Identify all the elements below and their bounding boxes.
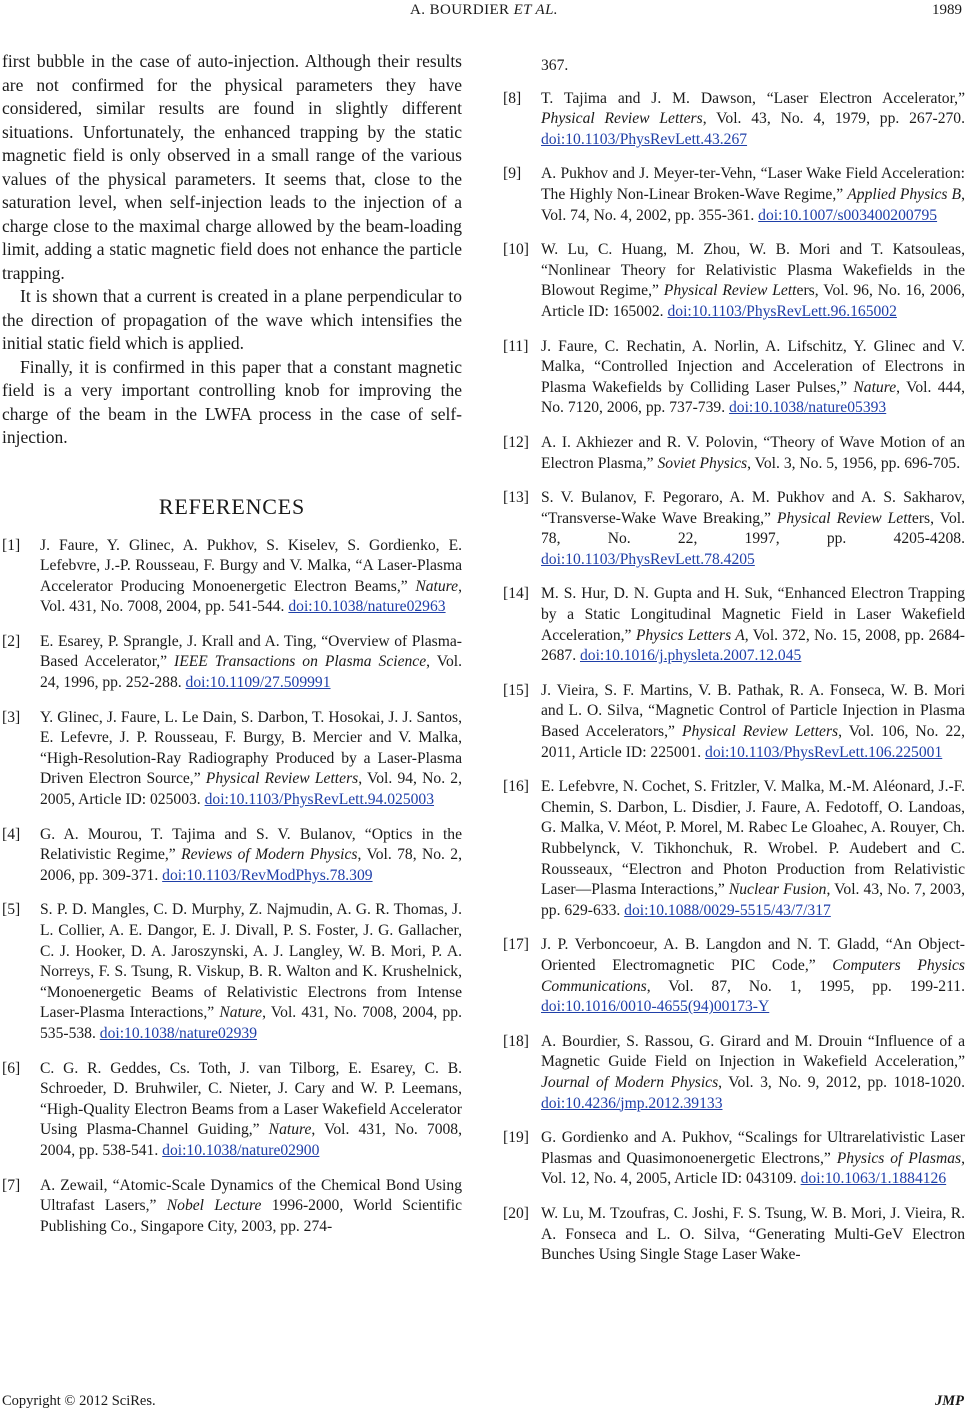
reference-journal: Physical Review Lett bbox=[663, 282, 797, 300]
reference-number: [12] bbox=[503, 433, 529, 451]
reference-text: J. Faure, Y. Glinec, A. Pukhov, S. Kiselev, S. Gordienko, E. Lefebvre, J.-P. Rousseau, F. Burgy and V. Malka, “A Laser-Plasma Accelerator Producing Monoenergetic Electron Beams,” bbox=[40, 536, 462, 595]
reference-text: G. Gordienko and A. Pukhov, “Scalings for Ultrarelativistic Laser Plasmas and Quasimonoenergetic Electrons,” bbox=[541, 1129, 965, 1167]
reference-item bbox=[503, 1032, 965, 1114]
reference-details: ers, Vol. 78, No. 22, 1997, pp. 4205-4208. bbox=[541, 509, 965, 548]
reference-journal: Physical Review Lett bbox=[776, 509, 912, 527]
reference-item bbox=[503, 1128, 965, 1190]
reference-item bbox=[503, 240, 965, 322]
reference-text: M. S. Hur, D. N. Gupta and H. Suk, “Enhanced Electron Trapping by a Static Longitudinal Magnetic Field in Laser Wakefield Acceleration,” bbox=[541, 585, 965, 644]
doi-link[interactable]: doi:10.1063/1.1884126 bbox=[800, 1170, 947, 1188]
reference-item bbox=[503, 488, 965, 570]
doi-link[interactable]: doi:10.4236/jmp.2012.39133 bbox=[541, 1094, 723, 1112]
reference-text: A. Pukhov and J. Meyer-ter-Vehn, “Laser Wake Field Acceleration: The Highly Non-Linear Broken-Wave Regime,” bbox=[541, 165, 965, 203]
doi-link[interactable]: doi:10.1103/PhysRevLett.96.165002 bbox=[667, 302, 897, 320]
reference-number: [3] bbox=[2, 708, 21, 726]
reference-details: , Vol. 431, No. 7008, 2004, pp. 535-538. bbox=[40, 1004, 462, 1042]
body-paragraph-3: Finally, it is confirmed in this paper that a constant magnetic field is a very important controlling knob for improving the charge of the beam in the LWFA process in the case of self-injection. bbox=[2, 356, 462, 447]
reference-number: [9] bbox=[503, 165, 522, 183]
doi-link[interactable]: doi:10.1016/j.physleta.2007.12.045 bbox=[579, 647, 802, 665]
reference-text: A. Bourdier, S. Rassou, G. Girard and M. Drouin “Influence of a Magnetic Guide Field on Injection in Wakefield Acceleration,” bbox=[541, 1032, 965, 1071]
doi-link[interactable]: doi:10.1038/nature02900 bbox=[162, 1141, 320, 1159]
body-paragraph-1: first bubble in the case of auto-injection. Although their results are not confirmed for the physical parameters they have considered, similar results are found in slightly different situations. Unfortunately, the enhanced trapping by the static magnetic field is only observed in a small range of the various values of the physical parameters. It seems that, close to the saturation level, when self-injection leads to the injection of a charge close to the maximal charge allowed by the beam-loading limit, adding a static magnetic field does not enhance the particle trapping. bbox=[2, 51, 462, 283]
left-column bbox=[2, 50, 462, 1251]
reference-journal: Nature bbox=[268, 1121, 312, 1139]
reference-text: T. Tajima and J. M. Dawson, “Laser Electron Accelerator,” bbox=[541, 89, 965, 107]
reference-number: [18] bbox=[503, 1032, 529, 1050]
doi-link[interactable]: doi:10.1103/PhysRevLett.43.267 bbox=[541, 130, 748, 148]
doi-link[interactable]: doi:10.1016/0010-4655(94)00173-Y bbox=[541, 998, 770, 1016]
reference-number: [6] bbox=[2, 1059, 21, 1077]
reference-item bbox=[503, 89, 965, 151]
reference-text: A. Zewail, “Atomic-Scale Dynamics of the Chemical Bond Using Ultrafast Lasers,” bbox=[40, 1176, 462, 1215]
reference-item bbox=[2, 632, 462, 694]
journal-abbrev: JMP bbox=[935, 1393, 964, 1409]
reference-text: S. P. D. Mangles, C. D. Murphy, Z. Najmudin, A. G. R. Thomas, J. L. Collier, A. E. Dangor, E. J. Divall, P. S. Foster, J. G. Gallacher, C. J. Hooker, D. A. Jaroszynski, A. J. Langley, W. B. Mori, P. A. Norreys, F. S. Tsung, R. Viskup, B. R. Walton and K. Krushelnick, “Monoenergetic Beams of Relativistic Electrons from Intense Laser-Plasma Interactions,” bbox=[40, 901, 462, 1022]
reference-details: , Vol. 3, No. 9, 2012, pp. 1018-1020. bbox=[718, 1073, 966, 1091]
reference-list-right bbox=[503, 89, 965, 1266]
reference-details: , Vol. 87, No. 1, 1995, pp. 199-211. bbox=[646, 977, 965, 995]
reference-journal: Computers Physics Communications bbox=[541, 956, 965, 995]
right-column bbox=[503, 56, 965, 1280]
reference-item bbox=[2, 1059, 462, 1162]
reference-text: W. Lu, M. Tzoufras, C. Joshi, F. S. Tsung, W. B. Mori, J. Vieira, R. A. Fonseca and L. O. Silva, “Generating Multi-GeV Electron Bunches Using Single Stage Laser Wake- bbox=[541, 1204, 965, 1264]
reference-item bbox=[2, 900, 462, 1044]
reference-text: J. P. Verboncoeur, A. B. Langdon and N. T. Gladd, “An Object-Oriented Electromagnetic PIC Code,” bbox=[541, 936, 965, 974]
reference-journal: Soviet Physics bbox=[657, 454, 748, 472]
reference-text: W. Lu, C. Huang, M. Zhou, W. B. Mori and T. Katsouleas, “Nonlinear Theory for Relativistic Plasma Wakefields in the Blowout Regime,” bbox=[541, 241, 965, 300]
doi-link[interactable]: doi:10.1038/nature02939 bbox=[99, 1024, 257, 1042]
reference-journal: Physical Review Letters bbox=[205, 770, 359, 788]
reference-number: [16] bbox=[503, 778, 529, 796]
reference-details: , Vol. 78, No. 2, 2006, pp. 309-371. bbox=[40, 846, 463, 884]
reference-number: [1] bbox=[2, 536, 21, 554]
reference-number: [4] bbox=[2, 825, 21, 843]
reference-details: , Vol. 431, No. 7008, 2004, pp. 538-541. bbox=[40, 1121, 463, 1159]
reference-number: [13] bbox=[503, 489, 529, 507]
reference-journal: Physical Review Letters bbox=[681, 723, 839, 741]
reference-number: [20] bbox=[503, 1204, 529, 1222]
reference-journal: IEEE Transactions on Plasma Science bbox=[174, 653, 427, 671]
doi-link[interactable]: doi:10.1109/27.509991 bbox=[185, 674, 331, 692]
running-header bbox=[0, 0, 968, 30]
reference-journal: Physics of Plasmas bbox=[836, 1149, 962, 1167]
running-title bbox=[0, 2, 968, 19]
reference-text: J. Faure, C. Rechatin, A. Norlin, A. Lifschitz, Y. Glinec and V. Malka, “Controlled Injection and Acceleration of Electrons in Plasma Wakefields by Colliding Laser Pulses,” bbox=[541, 337, 965, 396]
reference-text: E. Lefebvre, N. Cochet, S. Fritzler, V. Malka, M.-M. Aléonard, J.-F. Chemin, S. Darbon, L. Disdier, J. Faure, A. Fedotoff, O. Landoas, G. Malka, V. Méot, P. Morel, M. Rabec Le Gloahec, A. Rouyer, Ch. Rubbelynck, V. Tikhonchuk, R. Wrobel. P. Audebert and C. Rousseaux, “Electron and Photon Production from Relativistic Laser—Plasma Interactions,” bbox=[541, 778, 965, 899]
reference-number: [10] bbox=[503, 241, 529, 259]
doi-link[interactable]: doi:10.1007/s003400200795 bbox=[758, 206, 938, 224]
doi-link[interactable]: doi:10.1088/0029-5515/43/7/317 bbox=[624, 901, 831, 919]
reference-item bbox=[503, 433, 965, 474]
reference-text: A. I. Akhiezer and R. V. Polovin, “Theory of Wave Motion of an Electron Plasma,” bbox=[541, 433, 965, 472]
reference-number: [5] bbox=[2, 901, 21, 919]
doi-link[interactable]: doi:10.1038/nature05393 bbox=[729, 399, 887, 417]
reference-journal: Applied Physics B bbox=[847, 185, 962, 203]
reference-details: , Vol. 43, No. 4, 1979, pp. 267-270. bbox=[702, 110, 965, 128]
reference-number: [11] bbox=[503, 337, 529, 355]
reference-journal: Physics Letters A bbox=[635, 626, 745, 644]
reference-list-left bbox=[2, 536, 462, 1238]
reference-journal: Nobel Lecture bbox=[166, 1197, 262, 1215]
reference-item bbox=[2, 1176, 462, 1238]
reference-item bbox=[2, 708, 462, 811]
reference-item bbox=[503, 584, 965, 666]
reference-number: [15] bbox=[503, 681, 529, 699]
reference-details: , Vol. 444, No. 7120, 2006, pp. 737-739. bbox=[541, 378, 966, 417]
reference-details: , Vol. 106, No. 22, 2011, Article ID: 225001. bbox=[541, 723, 965, 761]
reference-item bbox=[503, 935, 965, 1017]
reference-item bbox=[503, 1204, 965, 1266]
body-paragraph-2: It is shown that a current is created in a plane perpendicular to the direction of propagation of the wave which intensifies the initial static field which is applied. bbox=[2, 286, 462, 353]
reference-item bbox=[503, 337, 965, 419]
reference-journal: Nature bbox=[219, 1004, 263, 1022]
reference-details: ers, Vol. 96, No. 16, 2006, Article ID: 165002. bbox=[541, 282, 965, 320]
reference-number: [7] bbox=[2, 1176, 21, 1194]
reference-number: [8] bbox=[503, 89, 522, 107]
reference-journal: Physical Review Letters bbox=[541, 110, 703, 128]
reference-details: , Vol. 3, No. 5, 1956, pp. 696-705. bbox=[747, 454, 961, 472]
reference-text: C. G. R. Geddes, Cs. Toth, J. van Tilborg, E. Esarey, C. B. Schroeder, D. Bruhwiler, C. Nieter, J. Cary and W. P. Leemans, “High-Quality Electron Beams from a Laser Wakefield Accelerator Using Plasma-Channel Guiding,” bbox=[40, 1059, 462, 1139]
reference-journal: Nuclear Fusion bbox=[728, 881, 827, 899]
reference-journal: Nature bbox=[853, 378, 897, 396]
reference-text: J. Vieira, S. F. Martins, V. B. Pathak, R. A. Fonseca, W. B. Mori and L. O. Silva, “Magnetic Control of Particle Injection in Plasma Based Accelerators,” bbox=[541, 681, 965, 741]
reference-journal: Journal of Modern Physics bbox=[541, 1073, 719, 1091]
reference-item bbox=[2, 825, 462, 887]
reference-details: , Vol. 74, No. 4, 2002, pp. 355-361. bbox=[541, 185, 965, 224]
reference-details: , Vol. 24, 1996, pp. 252-288. bbox=[40, 653, 462, 692]
reference-number: [19] bbox=[503, 1129, 529, 1147]
reference-number: [2] bbox=[2, 632, 21, 650]
reference-text: G. A. Mourou, T. Tajima and S. V. Bulanov, “Optics in the Relativistic Regime,” bbox=[40, 825, 462, 864]
reference-number: [14] bbox=[503, 585, 529, 603]
reference-journal: Nature bbox=[415, 577, 459, 595]
reference-details: , Vol. 431, No. 7008, 2004, pp. 541-544. bbox=[40, 577, 462, 616]
page-number: 1989 bbox=[932, 2, 962, 18]
reference-number: [17] bbox=[503, 936, 529, 954]
reference-details: , Vol. 43, No. 7, 2003, pp. 629-633. bbox=[541, 881, 965, 919]
doi-link[interactable]: doi:10.1103/PhysRevLett.106.225001 bbox=[705, 743, 943, 761]
header-author: A. BOURDIER bbox=[410, 2, 510, 18]
reference-details: , Vol. 372, No. 15, 2008, pp. 2684-2687. bbox=[541, 626, 965, 665]
doi-link[interactable]: doi:10.1103/PhysRevLett.94.025003 bbox=[204, 791, 435, 809]
reference-details: , Vol. 12, No. 4, 2005, Article ID: 043109. bbox=[541, 1149, 965, 1188]
reference-item bbox=[503, 777, 965, 921]
reference-7-continuation: 367. bbox=[541, 57, 569, 74]
reference-details: 1996-2000, World Scientific Publishing Co., Singapore City, 2003, pp. 274- bbox=[40, 1197, 462, 1235]
reference-item bbox=[2, 536, 462, 618]
reference-text: E. Esarey, P. Sprangle, J. Krall and A. Ting, “Overview of Plasma-Based Accelerator,” bbox=[40, 632, 462, 671]
reference-text: Y. Glinec, J. Faure, L. Le Dain, S. Darbon, T. Hosokai, J. J. Santos, E. Lefevre, J. P. Rousseau, F. Burgy, B. Mercier and V. Malka, “High-Resolution-Ray Radiography Produced by a Laser-Plasma Driven Electron Source,” bbox=[40, 708, 462, 788]
reference-text: S. V. Bulanov, F. Pegoraro, A. M. Pukhov and A. S. Sakharov, “Transverse-Wake Wave Breaking,” bbox=[541, 489, 965, 527]
reference-details: , Vol. 94, No. 2, 2005, Article ID: 025003. bbox=[40, 770, 462, 809]
doi-link[interactable]: doi:10.1103/RevModPhys.78.309 bbox=[162, 866, 373, 884]
reference-item bbox=[503, 681, 965, 763]
reference-item bbox=[503, 164, 965, 226]
copyright-notice: Copyright © 2012 SciRes. bbox=[2, 1393, 156, 1409]
doi-link[interactable]: doi:10.1103/PhysRevLett.78.4205 bbox=[541, 550, 755, 568]
page-footer bbox=[0, 1393, 968, 1413]
references-heading: REFERENCES bbox=[158, 493, 306, 519]
header-et-al: ET AL. bbox=[513, 2, 558, 18]
doi-link[interactable]: doi:10.1038/nature02963 bbox=[288, 598, 446, 616]
reference-journal: Reviews of Modern Physics bbox=[181, 846, 358, 864]
